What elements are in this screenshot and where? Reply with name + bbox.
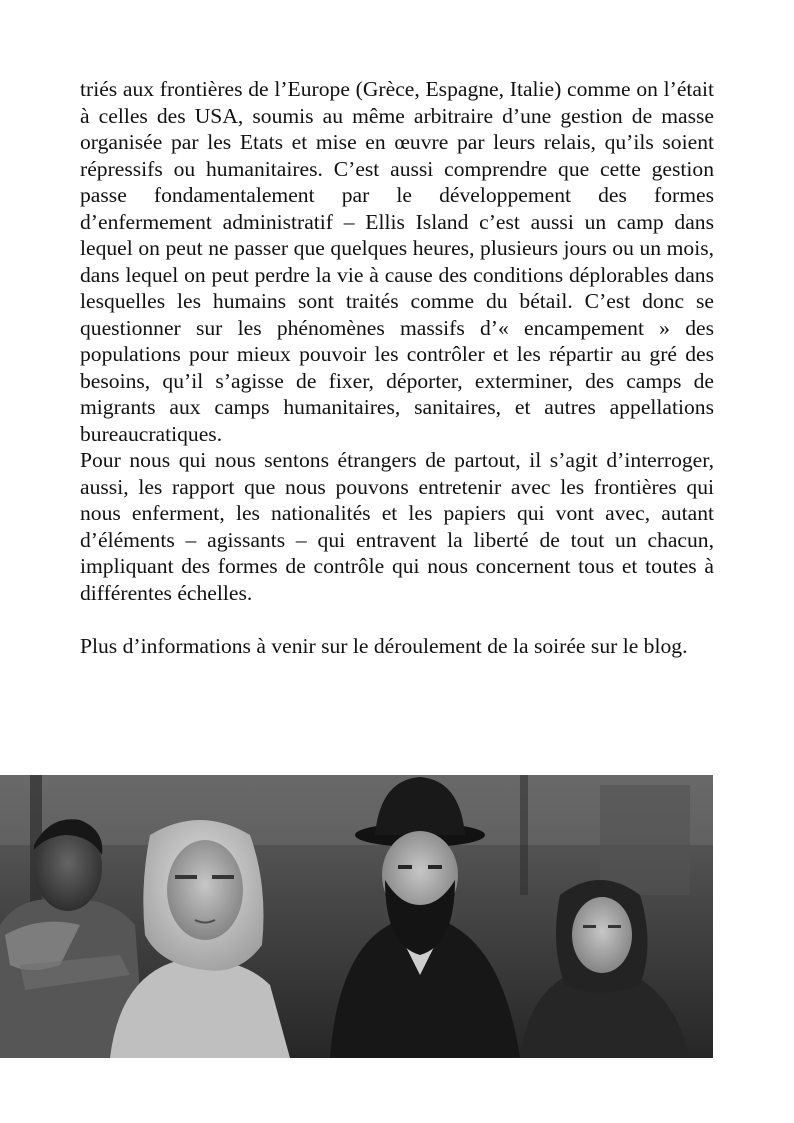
article-body (80, 76, 714, 659)
archival-photo (0, 775, 713, 1058)
photo-illustration (0, 775, 713, 1058)
paragraph-more-info: Plus d’informations à venir sur le déroulement de la soirée sur le blog. (80, 633, 688, 658)
paragraph-camps: triés aux frontières de l’Europe (Grèce, Espagne, Italie) comme on l’était à celles des USA, soumis au même arbitraire d’une gestion de masse organisée par les Etats et mise en œuvre par leurs relais, qu’ils soient répressifs ou humanitaires. C’est aussi comprendre que cette gestion passe fondamentalement par le développement des formes d’enfermement administratif – Ellis Island c’est aussi un camp dans lequel on peut ne passer que quelques heures, plusieurs jours ou un mois, dans lequel on peut perdre la vie à cause des conditions déplorables dans lesquelles les humains sont traités comme du bétail. C’est donc se questionner sur les phénomènes massifs d’« encampement » des populations pour mieux pouvoir les contrôler et les répartir au gré des besoins, qu’il s’agisse de fixer, déporter, exterminer, des camps de migrants aux camps humanitaires, sanitaires, et autres appellations bureaucratiques. (80, 77, 714, 446)
paragraph-borders: Pour nous qui nous sentons étrangers de partout, il s’agit d’interroger, aussi, les rapport que nous pouvons entretenir avec les frontières qui nous enferment, les nationalités et les papiers qui vont avec, autant d’éléments – agissants – qui entravent la liberté de tout un chacun, impliquant des formes de contrôle qui nous concernent tous et toutes à différentes échelles. (80, 448, 714, 605)
